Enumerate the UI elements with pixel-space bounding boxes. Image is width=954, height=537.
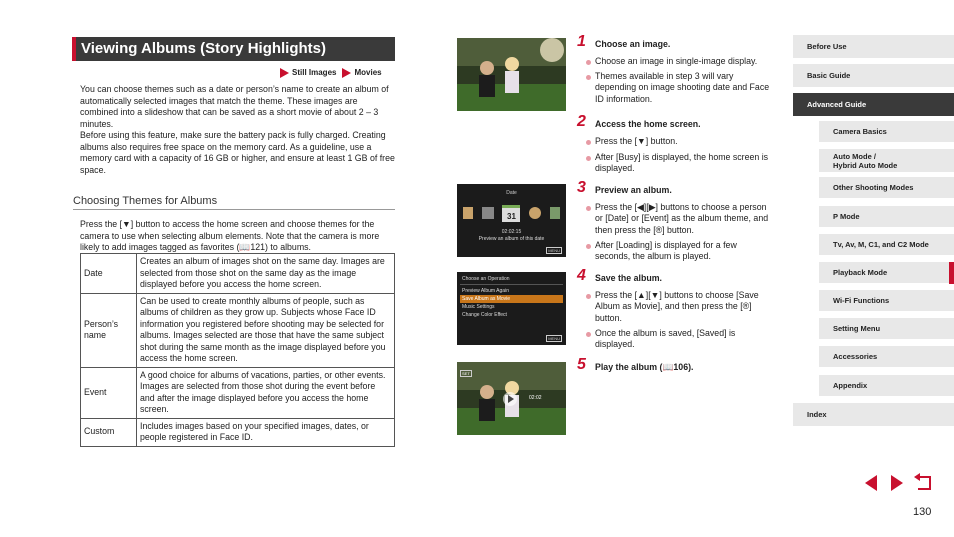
nav-p-mode[interactable]: P Mode [819, 206, 954, 228]
intro-paragraph-2: Before using this feature, make sure the battery pack is fully charged. Creating albums also requires free space on the memory card. As a guideline, use a memory card with a capacity of 16 GB or higher, and ensure at least 1 GB of free space. [80, 130, 395, 175]
step-bullet: Once the album is saved, [Saved] is displayed. [586, 328, 772, 351]
step-5 [577, 356, 772, 378]
step-1 [577, 33, 772, 109]
home-caption: Preview an album of this date [478, 236, 545, 242]
next-page-icon[interactable] [886, 472, 908, 494]
nav-basic-guide[interactable]: Basic Guide [793, 64, 954, 88]
menu-item: Change Color Effect [462, 312, 507, 318]
step-bullet: After [Busy] is displayed, the home screen is displayed. [586, 152, 772, 175]
mode-indicators [280, 68, 382, 78]
triangle-icon [342, 68, 351, 78]
event-icon [550, 207, 560, 219]
nav-wifi[interactable]: Wi-Fi Functions [819, 290, 954, 312]
table-row [81, 418, 395, 446]
step-heading: Access the home screen. [595, 119, 701, 129]
page-title-bar [72, 37, 395, 61]
step-bullet: Themes available in step 3 will vary depending on image shooting date and Face ID information. [586, 71, 772, 105]
page-number: 130 [913, 506, 932, 518]
step-number: 5 [577, 356, 586, 373]
step-3 [577, 179, 772, 265]
theme-desc: Includes images based on your specified images, dates, or people registered in Face ID. [137, 418, 395, 446]
sample-photo [457, 38, 566, 111]
menu-item: Music Settings [462, 304, 495, 310]
mode-movies: Movies [342, 68, 381, 78]
intro-text [80, 84, 398, 176]
return-icon[interactable] [912, 472, 934, 494]
operation-menu-screen [457, 272, 566, 345]
intro-paragraph: You can choose themes such as a date or person’s name to create an album of automatically selected images that match the theme. These images are combined into a slideshow that can be saved as a short movie of about 2 – 3 minutes. [80, 84, 389, 129]
nav-label: Auto Mode / [833, 151, 876, 161]
themes-table [80, 253, 395, 447]
prev-page-icon[interactable] [860, 472, 882, 494]
theme-desc: A good choice for albums of vacations, parties, or other events. Images are selected from those shot during the event before and after the image displayed before you access the home screen. [137, 367, 395, 418]
step-heading: Save the album. [595, 273, 662, 283]
photo-illustration [457, 38, 566, 111]
menu-button-icon: MENU [548, 248, 560, 253]
page-title: Viewing Albums (Story Highlights) [81, 40, 327, 57]
playback-photo [457, 362, 566, 435]
nav-advanced-guide[interactable]: Advanced Guide [793, 93, 954, 117]
table-row [81, 293, 395, 367]
people-icon [463, 207, 473, 219]
step-number: 2 [577, 113, 586, 130]
menu-title: Choose an Operation [462, 276, 510, 282]
nav-before-use[interactable]: Before Use [793, 35, 954, 59]
page-navigation [860, 472, 934, 494]
nav-playback-mode[interactable]: Playback Mode [819, 262, 954, 284]
face-icon [529, 207, 541, 219]
home-screen [457, 184, 566, 257]
step-bullet: Choose an image in single-image display. [586, 56, 772, 67]
step-4 [577, 267, 772, 353]
step-bullet: Press the [▲][▼] buttons to choose [Save Album as Movie], and then press the [®] button. [586, 290, 772, 324]
theme-desc: Can be used to create monthly albums of people, such as albums of children as they grow up. Subjects whose Face ID information you registered before shooting may be selected for albums. Images selected are those that have the same subject shot during the same month as the image displayed before you access the home screen. [137, 293, 395, 367]
step-number: 4 [577, 267, 586, 284]
step-heading: Choose an image. [595, 39, 671, 49]
nav-index[interactable]: Index [793, 403, 954, 427]
menu-item-selected: Save Album as Movie [460, 295, 563, 303]
table-row [81, 367, 395, 418]
nav-tv-av-mode[interactable]: Tv, Av, M, C1, and C2 Mode [819, 234, 954, 256]
theme-name: Date [81, 254, 137, 294]
date-icon: 31 [502, 205, 520, 222]
menu-item: Preview Album Again [462, 288, 509, 294]
nav-label: Hybrid Auto Mode [833, 160, 898, 170]
home-time: 02:02:15 [501, 229, 522, 235]
set-badge: SET [462, 371, 470, 376]
triangle-icon [280, 68, 289, 78]
theme-desc: Creates an album of images shot on the same day. Images are selected from those shot on the same day as the image displayed before you access the home screen. [137, 254, 395, 294]
step-number: 3 [577, 179, 586, 196]
nav-accessories[interactable]: Accessories [819, 346, 954, 368]
play-time: 02:02 [529, 395, 542, 401]
theme-name: Event [81, 367, 137, 418]
theme-name: Person’s name [81, 293, 137, 367]
nav-appendix[interactable]: Appendix [819, 375, 954, 397]
theme-icons [459, 204, 564, 222]
section-heading: Choosing Themes for Albums [73, 195, 395, 210]
menu-button-icon: MENU [548, 336, 560, 341]
menu-list [460, 287, 563, 319]
step-bullet: Press the [▼] button. [586, 136, 772, 147]
nav-auto-mode[interactable] [819, 149, 954, 173]
theme-name: Custom [81, 418, 137, 446]
photo-illustration [457, 362, 566, 435]
step-heading: Preview an album. [595, 185, 672, 195]
step-bullet: After [Loading] is displayed for a few seconds, the album is played. [586, 240, 772, 263]
nav-setting-menu[interactable]: Setting Menu [819, 318, 954, 340]
current-section-marker [949, 262, 954, 284]
mode-still-images: Still Images [280, 68, 336, 78]
nav-camera-basics[interactable]: Camera Basics [819, 121, 954, 143]
table-row [81, 254, 395, 294]
home-theme-label: Date [506, 190, 517, 196]
themes-intro: Press the [▼] button to access the home screen and choose themes for the camera to use when selecting album elements. Note that the camera is more likely to add images tagged as favorites (📖121) to albums. [80, 219, 380, 252]
step-number: 1 [577, 33, 586, 50]
nav-other-shooting[interactable]: Other Shooting Modes [819, 177, 954, 199]
divider [460, 284, 563, 285]
step-bullet: Press the [◀][▶] buttons to choose a person or [Date] or [Event] as the album theme, and then press the [®] button. [586, 202, 772, 236]
step-heading: Play the album (📖106). [595, 362, 694, 372]
calendar-icon [482, 207, 494, 219]
step-2 [577, 113, 772, 174]
